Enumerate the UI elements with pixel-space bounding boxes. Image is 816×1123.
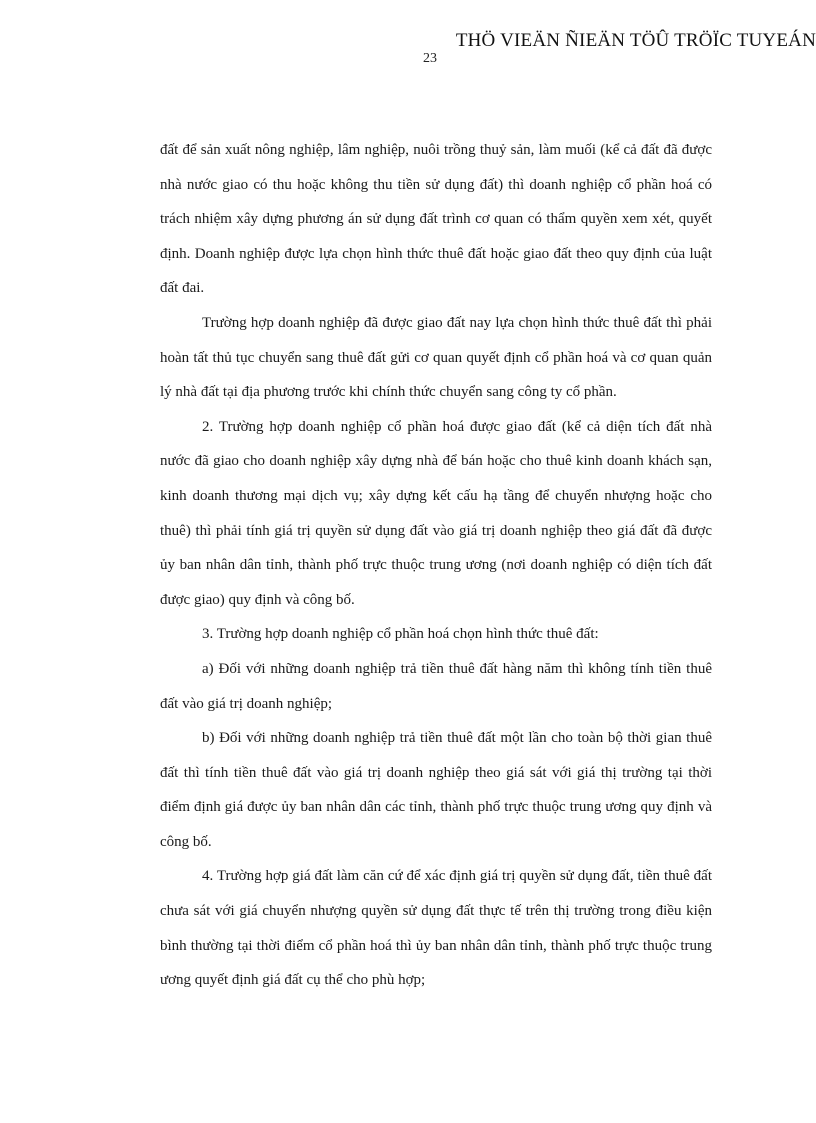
paragraph: 2. Trường hợp doanh nghiệp cổ phần hoá được giao đất (kể cả diện tích đất nhà nước đã giao cho doanh nghiệp xây dựng nhà để bán hoặc cho thuê kinh doanh khách sạn, kinh doanh thương mại dịch vụ; xây dựng kết cấu hạ tầng để chuyển nhượng hoặc cho thuê) thì phải tính giá trị quyền sử dụng đất vào giá trị doanh nghiệp theo giá đất đã được ủy ban nhân dân tỉnh, thành phố trực thuộc trung ương (nơi doanh nghiệp có diện tích đất được giao) quy định và công bố. <box>160 418 712 608</box>
paragraph: đất để sản xuất nông nghiệp, lâm nghiệp, nuôi trồng thuỷ sản, làm muối (kể cả đất đã được nhà nước giao có thu hoặc không thu tiền sử dụng đất) thì doanh nghiệp cổ phần hoá có trách nhiệm xây dựng phương án sử dụng đất trình cơ quan có thẩm quyền xem xét, quyết định. Doanh nghiệp được lựa chọn hình thức thuê đất hoặc giao đất theo quy định của luật đất đai. <box>160 142 712 297</box>
paragraph: b) Đối với những doanh nghiệp trả tiền thuê đất một lần cho toàn bộ thời gian thuê đất thì tính tiền thuê đất vào giá trị doanh nghiệp theo giá sát với giá thị trường tại thời điểm định giá được ủy ban nhân dân các tỉnh, thành phố trực thuộc trung ương quy định và công bố. <box>160 730 712 850</box>
paragraph: 3. Trường hợp doanh nghiệp cổ phần hoá chọn hình thức thuê đất: <box>202 626 599 643</box>
paragraph: 4. Trường hợp giá đất làm căn cứ để xác định giá trị quyền sử dụng đất, tiền thuê đất chưa sát với giá chuyển nhượng quyền sử dụng đất thực tế trên thị trường trong điều kiện bình thường tại thời điểm cổ phần hoá thì ủy ban nhân dân tỉnh, thành phố trực thuộc trung ương quyết định giá đất cụ thể cho phù hợp; <box>160 868 712 989</box>
paragraph: a) Đối với những doanh nghiệp trả tiền thuê đất hàng năm thì không tính tiền thuê đất vào giá trị doanh nghiệp; <box>160 660 712 712</box>
header-watermark: THÖ VIEÄN ÑIEÄN TÖÛ TRÖÏC TUYEÁN <box>455 30 816 51</box>
paragraph: Trường hợp doanh nghiệp đã được giao đất nay lựa chọn hình thức thuê đất thì phải hoàn tất thủ tục chuyển sang thuê đất gửi cơ quan quyết định cổ phần hoá và cơ quan quản lý nhà đất tại địa phương trước khi chính thức chuyển sang công ty cổ phần. <box>160 314 712 401</box>
page-number: 23 <box>423 51 437 66</box>
document-body <box>160 133 712 998</box>
